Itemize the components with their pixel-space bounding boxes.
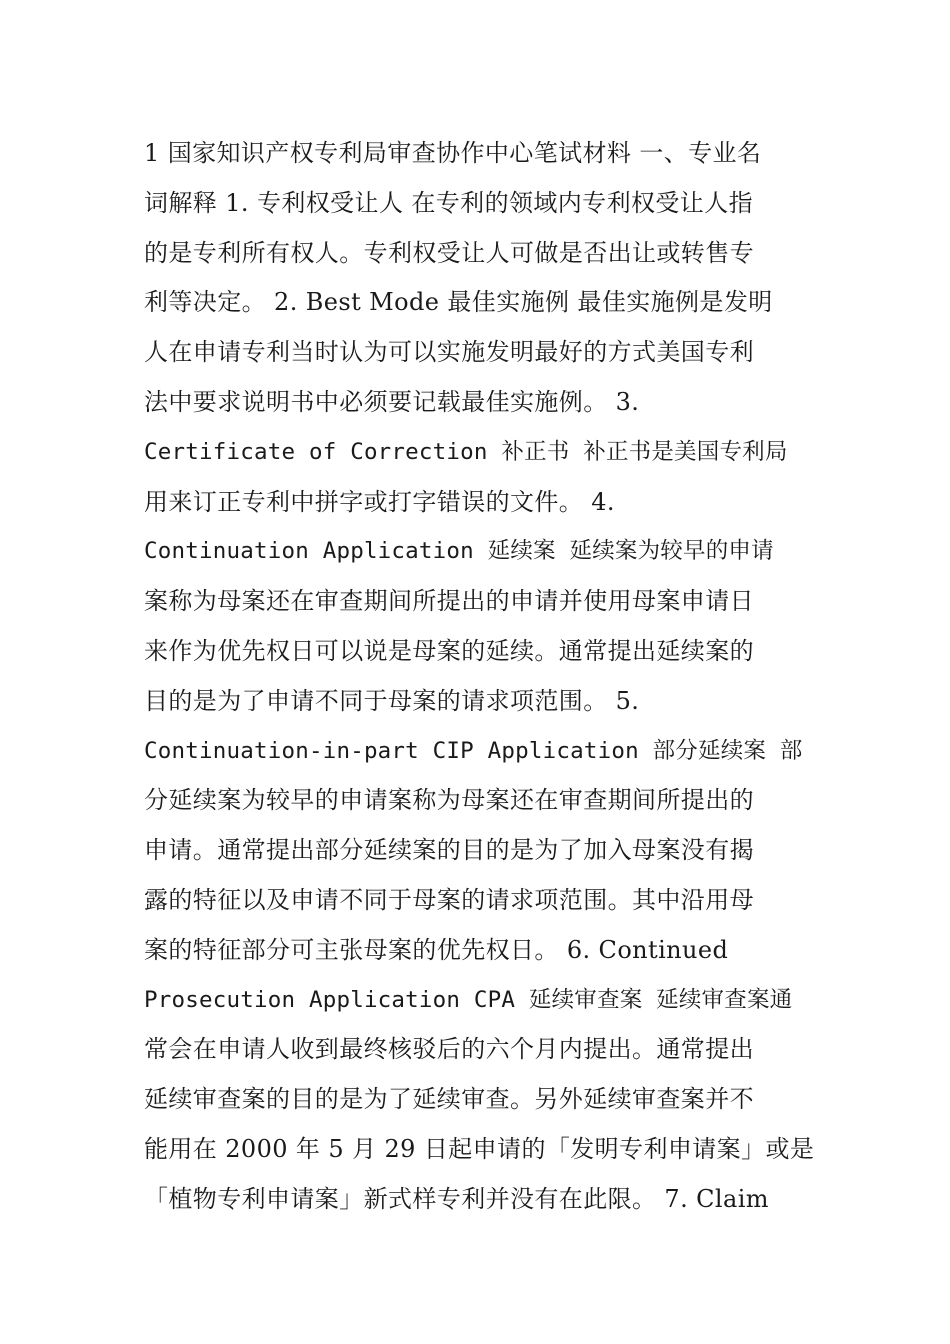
text-line: 用来订正专利中拼字或打字错误的文件。 4. xyxy=(144,487,615,516)
text-line: 利等决定。 2. Best Mode 最佳实施例 最佳实施例是发明 xyxy=(144,288,773,317)
text-line: Certificate of Correction 补正书 补正书是美国专利局 xyxy=(144,438,788,465)
text-line: 词解释 1. 专利权受让人 在专利的领域内专利权受让人指 xyxy=(144,188,753,217)
text-line: 申请。通常提出部分延续案的目的是为了加入母案没有揭 xyxy=(144,836,754,865)
text-line: 人在申请专利当时认为可以实施发明最好的方式美国专利 xyxy=(144,338,754,367)
text-line: 露的特征以及申请不同于母案的请求项范围。其中沿用母 xyxy=(144,885,754,914)
text-line: Continuation-in-part CIP Application 部分延续案 部 xyxy=(144,737,803,764)
text-line: 分延续案为较早的申请案称为母案还在审查期间所提出的 xyxy=(144,786,754,815)
text-line: 常会在申请人收到最终核驳后的六个月内提出。通常提出 xyxy=(144,1035,754,1064)
text-line: 法中要求说明书中必须要记载最佳实施例。 3. xyxy=(144,387,640,416)
text-line: Continuation Application 延续案 延续案为较早的申请 xyxy=(144,538,774,565)
text-line: 1 国家知识产权专利局审查协作中心笔试材料 一、专业名 xyxy=(144,139,762,167)
document-body xyxy=(144,129,824,1225)
text-line: 延续审查案的目的是为了延续审查。另外延续审查案并不 xyxy=(144,1085,754,1114)
text-line: 「植物专利申请案」新式样专利并没有在此限。 7. Claim xyxy=(144,1184,769,1213)
text-line: 的是专利所有权人。专利权受让人可做是否出让或转售专 xyxy=(144,238,754,267)
text-line: 案称为母案还在审查期间所提出的申请并使用母案申请日 xyxy=(144,587,754,616)
text-line: 案的特征部分可主张母案的优先权日。 6. Continued xyxy=(144,935,729,964)
text-line: 目的是为了申请不同于母案的请求项范围。 5. xyxy=(144,686,640,715)
text-line: 来作为优先权日可以说是母案的延续。通常提出延续案的 xyxy=(144,636,754,665)
text-line: Prosecution Application CPA 延续审查案 延续审查案通 xyxy=(144,986,793,1013)
text-line: 能用在 2000 年 5 月 29 日起申请的「发明专利申请案」或是 xyxy=(144,1134,815,1163)
